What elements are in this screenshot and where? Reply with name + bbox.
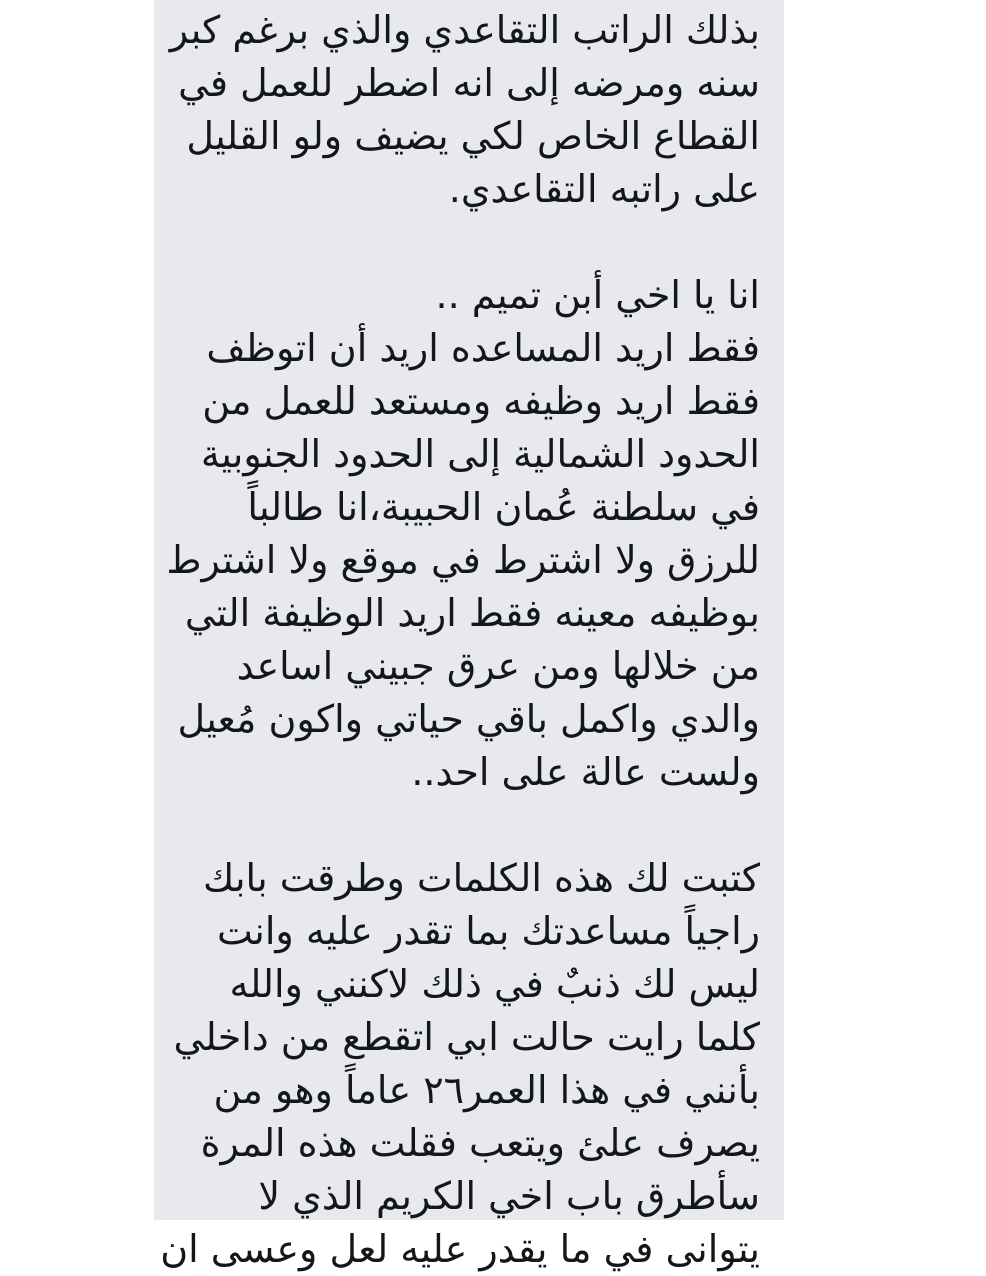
message-line: ولست عالة على احد.. — [411, 750, 760, 794]
message-line: والدي واكمل باقي حياتي واكون مُعيل — [177, 697, 760, 741]
message-line: سنه ومرضه إلى انه اضطر للعمل في — [178, 61, 760, 105]
message-bubble[interactable] — [154, 0, 784, 1271]
paragraph-break — [188, 799, 760, 852]
message-line: بذلك الراتب التقاعدي والذي برغم كبر — [169, 8, 760, 52]
message-line: يصرف علئ ويتعب فقلت هذه المرة — [200, 1121, 760, 1165]
message-line: فقط اريد المساعده اريد أن اتوظف — [206, 326, 760, 370]
message-line: القطاع الخاص لكي يضيف ولو القليل — [186, 114, 760, 158]
message-line: يتوانى في ما يقدر عليه لعل وعسى ان — [160, 1227, 760, 1271]
message-line: راجياً مساعدتك بما تقدر عليه وانت — [216, 909, 760, 953]
message-line: على راتبه التقاعدي. — [448, 167, 760, 211]
message-line: فقط اريد وظيفه ومستعد للعمل من — [202, 379, 760, 423]
message-line: للرزق ولا اشترط في موقع ولا اشترط — [166, 538, 760, 582]
message-line: كلما رايت حالت ابي اتقطع من داخلي — [173, 1015, 760, 1059]
message-line: كتبت لك هذه الكلمات وطرقت بابك — [202, 856, 760, 900]
message-text — [160, 4, 760, 1276]
message-line: سأطرق باب اخي الكريم الذي لا — [258, 1174, 760, 1218]
message-line: من خلالها ومن عرق جبيني اساعد — [236, 644, 760, 688]
message-line: الحدود الشمالية إلى الحدود الجنوبية — [200, 432, 760, 476]
message-line: انا يا اخي أبن تميم .. — [435, 273, 760, 317]
message-line: ليس لك ذنبٌ في ذلك لاكنني والله — [229, 962, 760, 1006]
paragraph-break — [188, 216, 760, 269]
message-line: بأنني في هذا العمر٢٦ عاماً وهو من — [213, 1068, 760, 1112]
message-line: بوظيفه معينه فقط اريد الوظيفة التي — [184, 591, 760, 635]
message-line: في سلطنة عُمان الحبيبة،انا طالباً — [247, 485, 760, 529]
